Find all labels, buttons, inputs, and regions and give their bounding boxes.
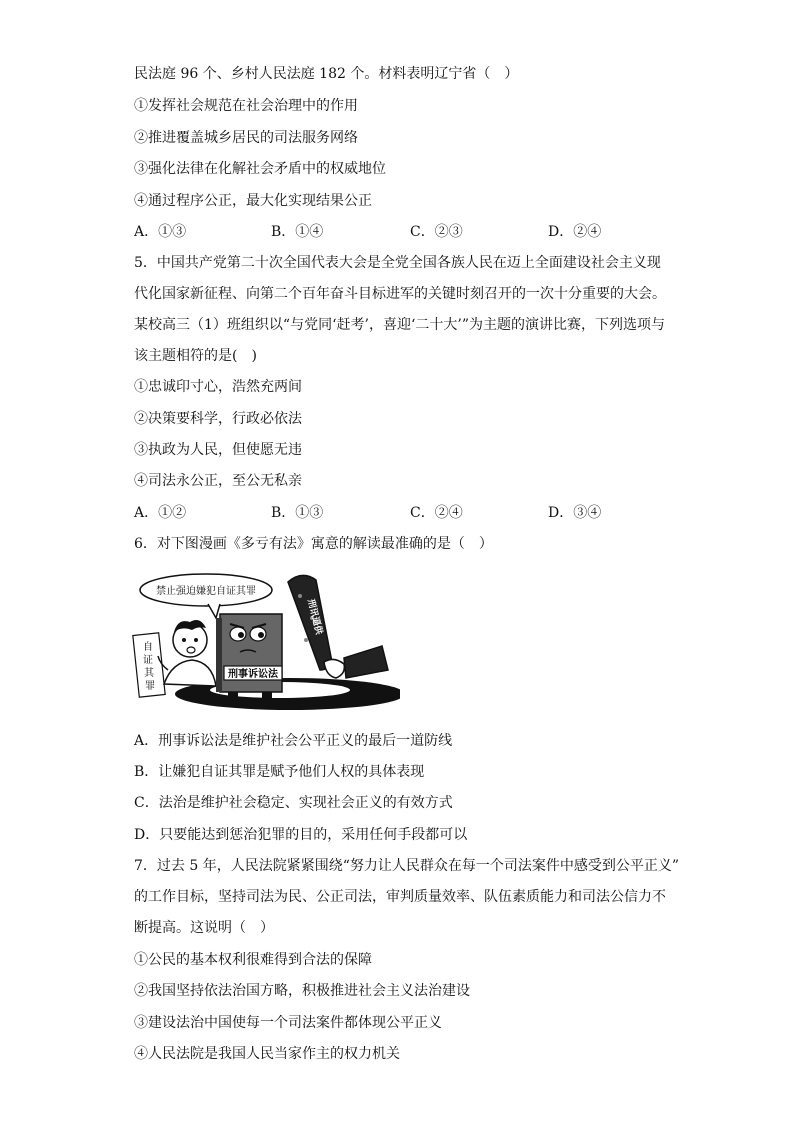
club-text: 刑讯逼供: [305, 598, 324, 636]
q6-option-c: C．法治是维护社会稳定、实现社会正义的有效方式: [134, 795, 453, 811]
q6-option-d: D．只要能达到惩治犯罪的目的，采用任何手段都可以: [134, 827, 468, 843]
q7-item-1: ①公民的基本权利很难得到合法的保障: [134, 952, 372, 968]
q5-stem-line-4: 该主题相符的是( ): [134, 348, 257, 364]
q5-item-1: ①忠诚印寸心，浩然充两间: [134, 379, 302, 395]
q4-option-b: B．①④: [271, 224, 324, 240]
q4-item-3: ③强化法律在化解社会矛盾中的权威地位: [134, 161, 386, 177]
q5-item-4: ④司法永公正，至公无私亲: [134, 473, 302, 489]
q7-stem-line-3: 断提高。这说明（ ）: [134, 920, 274, 936]
q5-option-c: C．②④: [410, 505, 463, 521]
paper-char-3: 其: [144, 668, 154, 679]
q5-stem-line-3: 某校高三（1）班组织以“与党同‘赶考’，喜迎‘二十大’”为主题的演讲比赛，下列选项与: [134, 317, 666, 333]
q4-item-1: ①发挥社会规范在社会治理中的作用: [134, 98, 358, 114]
q5-option-a: A．①②: [134, 505, 187, 521]
q7-stem-line-2: 的工作目标，坚持司法为民、公正司法，审判质量效率、队伍素质能力和司法公信力不: [134, 889, 666, 905]
q6-stem: 6．对下图漫画《多亏有法》寓意的解读最准确的是（ ）: [134, 536, 493, 552]
book-figure: [216, 614, 282, 702]
q4-option-a: A．①③: [134, 224, 187, 240]
q5-stem-line-2: 代化国家新征程、向第二个百年奋斗目标进军的关键时刻召开的一次十分重要的大会。: [134, 286, 666, 302]
q5-stem-line-1: 5．中国共产党第二十次全国代表大会是全党全国各族人民在迈上全面建设社会主义现: [134, 255, 661, 271]
q7-item-3: ③建设法治中国使每一个司法案件都体现公平正义: [134, 1015, 442, 1031]
q7-item-2: ②我国坚持依法治国方略，积极推进社会主义法治建设: [134, 983, 470, 999]
bubble-text: 禁止强迫嫌犯自证其罪: [156, 586, 256, 597]
q4-item-4: ④通过程序公正，最大化实现结果公正: [134, 193, 372, 209]
paper-char-2: 证: [143, 655, 153, 666]
paper-char-1: 自: [143, 642, 153, 653]
paper-char-4: 罪: [145, 681, 155, 692]
q4-option-d: D．②④: [548, 224, 602, 240]
q7-stem-line-1: 7．过去 5 年，人民法院紧紧围绕“努力让人民群众在每一个司法案件中感受到公平正义”: [134, 858, 680, 874]
suspect-figure: [158, 620, 216, 686]
q7-item-4: ④人民法院是我国人民当家作主的权力机关: [134, 1046, 400, 1062]
book-title: 刑事诉讼法: [228, 669, 278, 680]
cartoon-illustration: [120, 566, 400, 716]
q5-option-b: B．①③: [271, 505, 324, 521]
q6-option-a: A．刑事诉讼法是维护社会公平正义的最后一道防线: [134, 733, 453, 749]
q4-intro: 民法庭 96 个、乡村人民法庭 182 个。材料表明辽宁省（ ）: [134, 66, 519, 82]
q6-option-b: B．让嫌犯自证其罪是赋予他们人权的具体表现: [134, 764, 425, 780]
club-figure: [288, 575, 388, 678]
q5-item-3: ③执政为人民，但使愿无违: [134, 442, 302, 458]
q4-item-2: ②推进覆盖城乡居民的司法服务网络: [134, 130, 358, 146]
q5-item-2: ②决策要科学，行政必依法: [134, 411, 302, 427]
q5-option-d: D．③④: [548, 505, 602, 521]
q4-option-c: C．②③: [410, 224, 463, 240]
